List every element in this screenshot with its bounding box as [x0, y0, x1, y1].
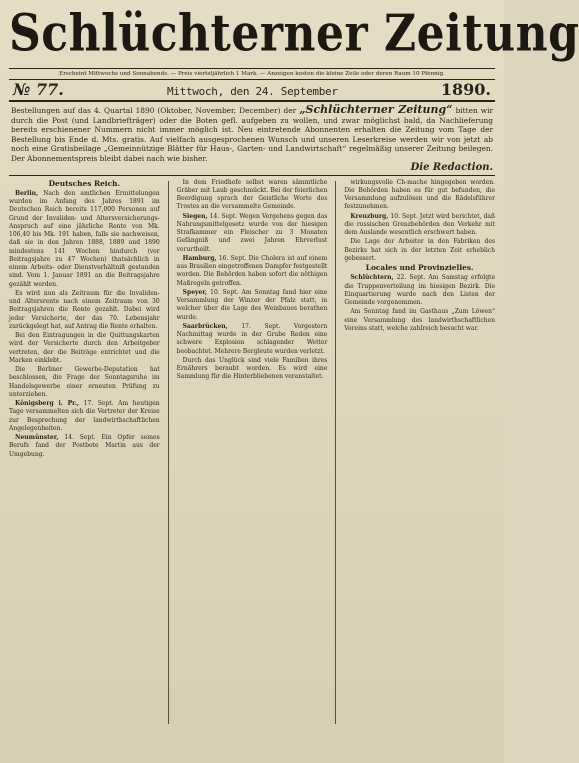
- article-text: 14. Sept. Wegen Vergehens gegen das Nahrungsmittelgesetz wurde von der hiesigen Strafkammer ein Fleischer zu 3 Monaten Gefängniß und zwei Jahren Ehrverlust verurtheilt.: [176, 212, 328, 253]
- notice-text-before: Bestellungen auf das 4. Quartal 1890 (Oktober, November, December) der: [11, 106, 297, 115]
- notice-text-after: bitten wir durch die Post (und Landbriefträger) oder die Boten gefl. aufgeben zu wollen, und zwar möglichst bald, da Nachlieferung bereits erschienener Nummern nicht immer möglich ist. Neu eintretende Abonnenten erhalten die Zeitung vom Tage der Bestellung bis Ende d. Mts. gratis. Auf vielfach ausgesprochenen Wunsch und unseren Leserkreise werden wir von jetzt ab noch eine Gratisbeilage „Gemeinnützige Blätter für Haus-, Garten- und Landwirtschaft“ regelmäßig unserer Zeitung beilegen. Der Abonnementspreis bleibt dabei nach wie bisher.: [11, 106, 493, 163]
- issue-date: Mittwoch, den 24. September: [166, 85, 338, 98]
- article-paragraph: [344, 179, 495, 212]
- article-paragraph: [9, 290, 160, 331]
- article-paragraph: [177, 213, 328, 254]
- article-text: Bei den Eintragungen in die Quittungskarten wird der Versicherte durch den Arbeitgeber vertreten, der die Beiträge entrichtet und die Marken einklebt.: [9, 332, 160, 364]
- article-paragraph: [177, 255, 328, 288]
- section-heading: Locales und Provinzielles.: [365, 263, 474, 273]
- article-dateline: Neumünster,: [15, 434, 59, 442]
- article-paragraph: [177, 323, 328, 356]
- column-middle: [177, 179, 328, 724]
- issue-number: № 77.: [13, 80, 64, 99]
- article-paragraph: [9, 332, 160, 365]
- article-dateline: Saarbrücken,: [182, 322, 228, 330]
- notice-paper-name: „Schlüchterner Zeitung“: [299, 103, 453, 116]
- issue-bar: [9, 80, 495, 102]
- article-text: Die Lage der Arbeiter in den Fabriken des Bezirks hat sich in der letzten Zeit erheblich gebessert.: [344, 238, 496, 262]
- article-dateline: Königsberg i. Pr.,: [15, 400, 79, 408]
- article-paragraph: [344, 308, 495, 333]
- article-dateline: Schlüchtern,: [350, 274, 394, 282]
- article-paragraph: [9, 366, 160, 399]
- article-text: 14. Sept. Ein Opfer seines Berufs fand der Postbote Martin aus der Umgebung.: [9, 434, 160, 458]
- article-text: 22. Sept. Am Samstag erfolgte die Truppenverteilung im hiesigen Bezirk. Die Einquartierung wurde nach den Listen der Gemeinde vorgenommen.: [344, 274, 496, 307]
- article-text: Durch das Unglück sind viele Familien ihres Ernährers beraubt worden. Es wird eine Sammlung für die Hinterbliebenen veranstaltet.: [176, 356, 328, 381]
- publication-info: Erscheint Mittwochs und Sonnabends. — Preis vierteljährlich 1 Mark. — Anzeigen kosten die kleine Zeile oder deren Raum 10 Pfennig.: [9, 68, 495, 80]
- article-text: Nach den amtlichen Ermittelungen wurden im Anfang des Jahres 1891 im Deutschen Reich bereits 117,000 Personen auf Grund der Invaliden- und Altersversicherungs-Anspruch auf eine jährliche Rente von Mk. 106,40 bis Mk. 191 haben, falls sie nachweisen, daß sie in den Jahren 1888, 1889 und 1890 mindestens 141 Wochen hindurch (vor Beitragsjahre zu 47 Wochen) thatsächlich in einem Arbeits- oder Dienstverhältniß gestanden sind. Vom 1. Januar 1891 an die Beitragsjahre gezählt werden.: [9, 189, 160, 288]
- column-left: [9, 179, 160, 724]
- article-text: 10. Sept. Am Sonntag fand hier eine Versammlung der Winzer der Pfalz statt, in welcher über die Lage des Weinbaues berathen wurde.: [176, 288, 328, 321]
- article-text: Die Berliner Gewerbe-Deputation hat beschlossen, die Frage der Sonntagsruhe im Handelsgewerbe einer erneuten Prüfung zu unterziehen.: [9, 366, 160, 398]
- article-text: Am Sonntag fand im Gasthaus „Zum Löwen“ eine Versammlung des landwirthschaftlichen Vereins statt, welche zahlreich besucht war.: [344, 308, 496, 332]
- article-paragraph: [9, 190, 160, 289]
- article-text: In dem Friedhofe selbst waren sämmtliche Gräber mit Laub geschmückt. Bei der feierlichen Beerdigung sprach der Geistliche Worte des Trostes an die versammelte Gemeinde.: [176, 178, 328, 211]
- article-paragraph: [177, 357, 328, 382]
- article-dateline: Berlin,: [15, 189, 39, 197]
- article-paragraph: [177, 289, 328, 322]
- article-text: 10. Sept. Jetzt wird berichtet, daß die russischen Grenzbehörden den Verkehr mit dem Auslande wesentlich erschwert haben.: [344, 212, 496, 237]
- article-paragraph: [344, 238, 495, 263]
- column-right: [344, 179, 495, 724]
- section-heading: Deutsches Reich.: [48, 178, 121, 188]
- article-text: wirkungsvolle Ch-mache hingegeben worden. Die Behörden haben es für gut befunden, die Versammlung aufzulösen und die Rädelsführer festzunehmen.: [344, 178, 496, 211]
- article-text: 17. Sept. Am heutigen Tage versammelten sich die Vertreter der Kreise zur Besprechung der landwirthschaftlichen Angelegenheiten.: [9, 400, 160, 432]
- article-text: Es wird nun als Zeitraum für die Invaliden- und Altersrente nach einem Zeitraum von 30 Beitragsjahren die Rente gezahlt. Dabei wird jeder Versicherte, der das 70. Lebensjahr zurückgelegt hat, auf Antrag die Rente erhalten.: [9, 289, 160, 330]
- article-text: 16. Sept. Die Cholera ist auf einem aus Brasilien eingetroffenen Dampfer festgestellt worden. Die Behörden haben sofort die nöthigen Maßregeln getroffen.: [176, 254, 328, 287]
- notice-body: [11, 105, 493, 164]
- column-divider: [335, 181, 336, 724]
- column-divider: [168, 181, 169, 724]
- article-text: 17. Sept. Vorgestern Nachmittag wurde in der Grube Reden eine schwere Explosion schlagender Wetter beobachtet. Mehrere Bergleute wurden verletzt.: [176, 322, 328, 355]
- issue-year: 1890.: [440, 80, 491, 99]
- article-columns: [9, 176, 495, 724]
- article-paragraph: [344, 213, 495, 238]
- article-dateline: Hamburg,: [182, 254, 217, 262]
- article-paragraph: [9, 434, 160, 459]
- article-paragraph: [9, 400, 160, 433]
- article-dateline: Speyer,: [182, 288, 208, 296]
- masthead-title: Schlüchterner Zeitung: [9, 4, 579, 64]
- notice-signature: Die Redaction.: [410, 161, 493, 173]
- article-paragraph: [344, 274, 495, 307]
- article-dateline: Kreuzburg,: [350, 212, 389, 220]
- subscription-notice: [9, 102, 495, 176]
- article-paragraph: [177, 179, 328, 212]
- article-dateline: Siegen,: [182, 212, 208, 220]
